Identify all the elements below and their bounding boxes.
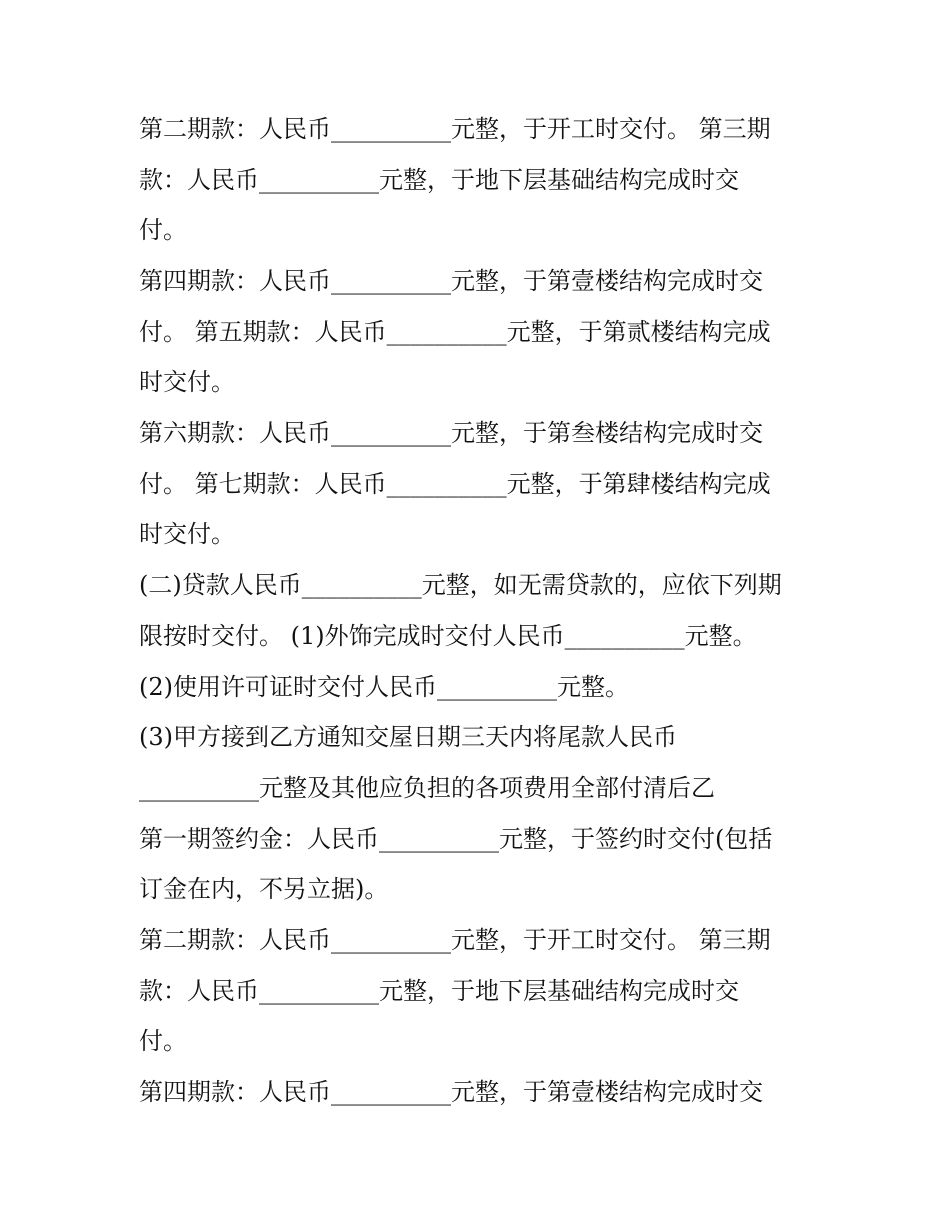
text-line: (2)使用许可证时交付人民币__________元整。: [139, 673, 629, 701]
text-line: (二)贷款人民币__________元整，如无需贷款的，应依下列期: [139, 571, 782, 599]
text-line: 付。 第五期款：人民币__________元整，于第贰楼结构完成: [139, 318, 771, 346]
text-line: 订金在内，不另立据)。: [139, 875, 389, 903]
text-line: 第一期签约金：人民币__________元整，于签约时交付(包括: [139, 825, 773, 853]
text-line: 时交付。: [139, 520, 235, 548]
text-line: 限按时交付。 (1)外饰完成时交付人民币__________元整。: [139, 622, 757, 650]
text-line: 第四期款：人民币__________元整，于第壹楼结构完成时交: [139, 267, 763, 295]
text-line: (3)甲方接到乙方通知交屋日期三天内将尾款人民币: [139, 723, 677, 751]
text-line: 款：人民币__________元整，于地下层基础结构完成时交: [139, 977, 739, 1005]
text-line: 付。 第七期款：人民币__________元整，于第肆楼结构完成: [139, 470, 771, 498]
text-line: 第六期款：人民币__________元整，于第叁楼结构完成时交: [139, 419, 763, 447]
text-line: 时交付。: [139, 368, 235, 396]
text-line: 第二期款：人民币__________元整，于开工时交付。 第三期: [139, 926, 771, 954]
text-line: 款：人民币__________元整，于地下层基础结构完成时交: [139, 166, 739, 194]
text-line: __________元整及其他应负担的各项费用全部付清后乙: [139, 774, 715, 802]
text-line: 第四期款：人民币__________元整，于第壹楼结构完成时交: [139, 1078, 763, 1106]
text-line: 第二期款：人民币__________元整，于开工时交付。 第三期: [139, 115, 771, 143]
text-line: 付。: [139, 216, 187, 244]
text-line: 付。: [139, 1027, 187, 1055]
